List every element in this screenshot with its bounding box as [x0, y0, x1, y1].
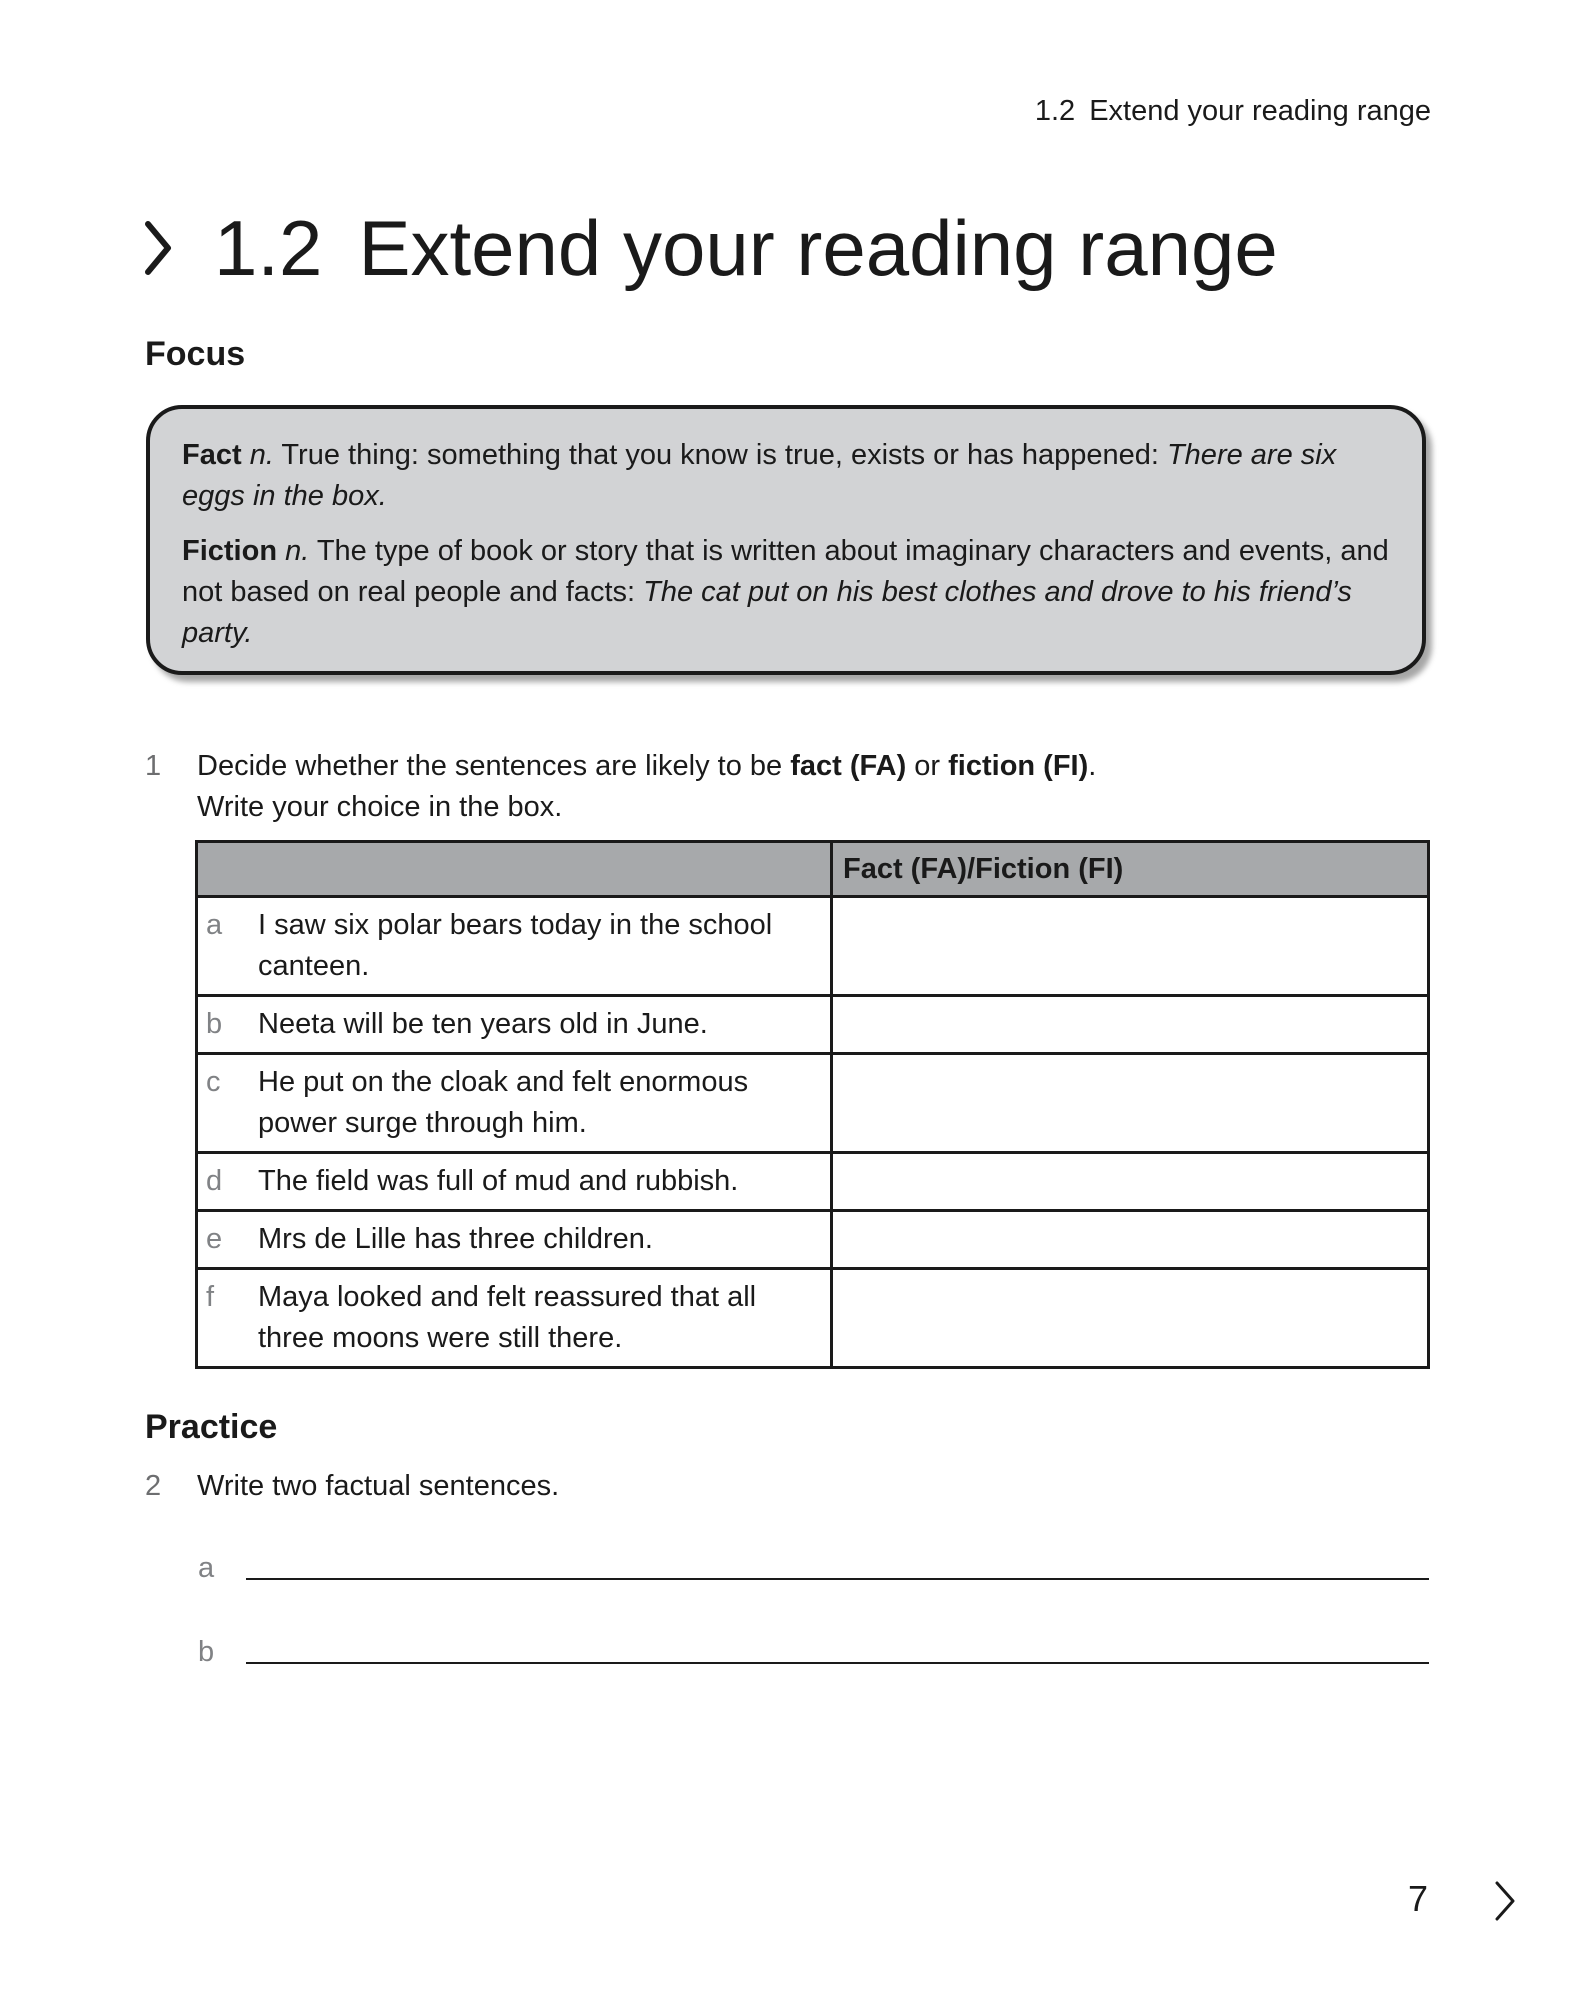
practice-heading: Practice	[145, 1408, 278, 1446]
question-instruction: Write your choice in the box.	[197, 791, 563, 823]
table-header-blank	[197, 842, 832, 897]
row-statement: He put on the cloak and felt enormous power surge through him.	[258, 1066, 749, 1139]
answer-row-a	[198, 1552, 1429, 1585]
definition-fiction	[182, 531, 1390, 654]
question-number: 1	[145, 750, 162, 782]
row-statement: Neeta will be ten years old in June.	[258, 1008, 708, 1040]
question-text: .	[1088, 750, 1097, 782]
question-1	[145, 746, 1096, 828]
answer-box[interactable]	[832, 1153, 1429, 1211]
definition-term: Fact	[182, 439, 242, 471]
row-statement: Maya looked and felt reassured that all three moons were still there.	[258, 1281, 757, 1354]
table-row	[197, 996, 1429, 1054]
table-header-row	[197, 842, 1429, 897]
question-text: or	[906, 750, 949, 782]
row-letter: b	[206, 1008, 223, 1040]
page-number: 7	[1408, 1878, 1429, 1919]
running-header	[1035, 95, 1431, 128]
definition-text: The type of book or story that is written about imaginary characters and events, and not based on real people and facts:	[182, 535, 1389, 608]
question-text: Decide whether the sentences are likely to be	[197, 750, 791, 782]
row-statement: I saw six polar bears today in the school canteen.	[258, 909, 773, 982]
question-bold-fact: fact (FA)	[790, 750, 907, 782]
definition-text: True thing: something that you know is true, exists or has happened:	[273, 439, 1167, 471]
row-statement: The field was full of mud and rubbish.	[258, 1165, 739, 1197]
question-number: 2	[145, 1470, 162, 1502]
definition-example: The cat put on his best clothes and drove to his friend’s party.	[182, 576, 1352, 649]
focus-definition-box	[146, 405, 1426, 675]
question-bold-fiction: fiction (FI)	[948, 750, 1089, 782]
chevron-right-icon	[142, 220, 174, 276]
question-2	[145, 1466, 559, 1507]
answer-line[interactable]	[246, 1642, 1429, 1664]
running-header-number: 1.2	[1034, 95, 1076, 127]
definition-pos: n.	[249, 439, 274, 471]
answer-box[interactable]	[832, 996, 1429, 1054]
row-letter: f	[206, 1281, 215, 1313]
row-letter: d	[206, 1165, 223, 1197]
table-row	[197, 1269, 1429, 1368]
table-row	[197, 1153, 1429, 1211]
definition-fact	[182, 435, 1390, 517]
row-letter: c	[206, 1066, 221, 1098]
page-title-number: 1.2	[214, 203, 323, 292]
page-title-label: Extend your reading range	[358, 203, 1278, 292]
table-row	[197, 897, 1429, 996]
table-row	[197, 1054, 1429, 1153]
row-letter: a	[206, 909, 223, 941]
answer-letter: a	[198, 1552, 215, 1584]
answer-row-b	[198, 1636, 1429, 1669]
definition-example: There are six eggs in the box.	[182, 439, 1337, 512]
focus-heading: Focus	[145, 335, 246, 373]
definition-pos: n.	[285, 535, 310, 567]
definition-term: Fiction	[182, 535, 278, 567]
answer-line[interactable]	[246, 1558, 1429, 1580]
row-statement: Mrs de Lille has three children.	[258, 1223, 653, 1255]
answer-box[interactable]	[832, 1211, 1429, 1269]
answer-box[interactable]	[832, 1054, 1429, 1153]
answer-box[interactable]	[832, 1269, 1429, 1368]
chevron-right-icon[interactable]	[1494, 1880, 1516, 1922]
running-header-title: Extend your reading range	[1089, 95, 1431, 127]
question-text: Write two factual sentences.	[197, 1470, 560, 1502]
table-header-answer: Fact (FA)/Fiction (FI)	[832, 842, 1429, 897]
fact-fiction-table	[195, 840, 1430, 1369]
answer-box[interactable]	[832, 897, 1429, 996]
table-row	[197, 1211, 1429, 1269]
row-letter: e	[206, 1223, 223, 1255]
page-title	[142, 198, 1278, 298]
page-title-text	[214, 203, 1278, 294]
answer-letter: b	[198, 1636, 215, 1668]
